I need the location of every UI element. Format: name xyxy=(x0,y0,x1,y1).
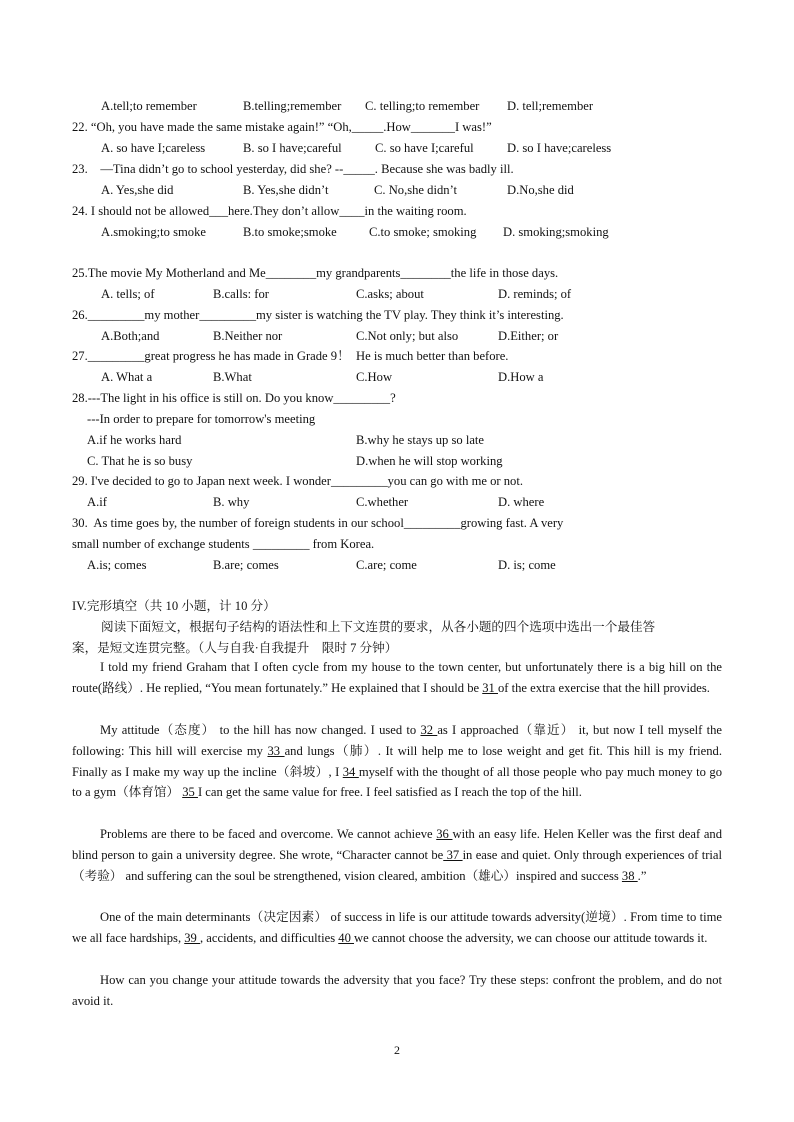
q29-stem: 29. I've decided to go to Japan next week. I wonder_________you can go with me or not. xyxy=(72,474,523,488)
passage-paragraph-1: I told my friend Graham that I often cycle from my house to the town center, but unfortunately there is a big hill on the route(路线）. He replied, “You mean fortunately.” He explained that I should be 31 of the extra exercise that the hill provides. xyxy=(72,660,722,695)
q30-option-a: A.is; comes xyxy=(87,558,147,572)
blank-32[interactable]: 32 xyxy=(420,723,438,737)
section-instructions-line2: 案，是短文连贯完整。（人与自我·自我提升 限时 7 分钟） xyxy=(72,641,398,655)
q25-stem: 25.The movie My Motherland and Me________my grandparents________the life in those days. xyxy=(72,266,559,280)
q23-option-a: A. Yes,she did xyxy=(101,183,174,197)
passage-paragraph-4: One of the main determinants（决定因素） of success in life is our attitude towards adversity(逆境）. From time to time we all face hardships, 39 , accidents, and difficulties 40 we cannot choose the adversity, we can choose our attitude towards it. xyxy=(72,910,722,945)
q21-option-d: D. tell;remember xyxy=(507,99,594,113)
q28-option-a: A.if he works hard xyxy=(87,433,182,447)
section-heading: IV.完形填空（共 10 小题，计 10 分） xyxy=(72,599,276,613)
q25-option-d: D. reminds; of xyxy=(498,287,572,301)
q28-option-d: D.when he will stop working xyxy=(356,454,503,468)
q22-option-d: D. so I have;careless xyxy=(507,141,612,155)
q26-stem: 26._________my mother_________my sister is watching the TV play. They think it’s interesting. xyxy=(72,308,564,322)
q23-stem: 23. —Tina didn’t go to school yesterday, did she? --_____. Because she was badly ill. xyxy=(72,162,514,176)
q23-option-c: C. No,she didn’t xyxy=(374,183,458,197)
blank-36[interactable]: 36 xyxy=(436,827,453,841)
q26-option-a: A.Both;and xyxy=(101,329,160,343)
q21-option-b: B.telling;remember xyxy=(243,99,342,113)
q28-stem: 28.---The light in his office is still on. Do you know_________? xyxy=(72,391,396,405)
blank-38[interactable]: 38 xyxy=(621,868,638,883)
blank-35[interactable]: 35 xyxy=(182,785,198,800)
q22-option-a: A. so have I;careless xyxy=(101,141,206,155)
q28-option-b: B.why he stays up so late xyxy=(356,433,485,447)
q24-option-d: D. smoking;smoking xyxy=(503,225,609,239)
q27-option-c: C.How xyxy=(356,370,393,384)
blank-40[interactable]: 40 xyxy=(338,930,355,945)
blank-37[interactable]: 37 xyxy=(443,847,463,862)
q21-option-c: C. telling;to remember xyxy=(365,99,480,113)
q24-option-a: A.smoking;to smoke xyxy=(101,225,206,239)
q30-option-d: D. is; come xyxy=(498,558,556,572)
q28-option-c: C. That he is so busy xyxy=(87,454,193,468)
q29-option-d: D. where xyxy=(498,495,545,509)
q23-option-b: B. Yes,she didn’t xyxy=(243,183,329,197)
blank-31[interactable]: 31 xyxy=(482,680,498,695)
q27-stem: 27._________great progress he has made in Grade 9！ He is much better than before. xyxy=(72,349,509,363)
q22-option-b: B. so I have;careful xyxy=(243,141,342,155)
q27-option-b: B.What xyxy=(213,370,252,384)
section-instructions-line1: 阅读下面短文，根据句子结构的语法性和上下文连贯的要求，从各小题的四个选项中选出一个最佳答 xyxy=(101,620,656,634)
q22-option-c: C. so have I;careful xyxy=(375,141,474,155)
q30-option-c: C.are; come xyxy=(356,558,417,572)
q22-stem: 22. “Oh, you have made the same mistake again!” “Oh,_____.How_______I was!” xyxy=(72,120,492,134)
q26-option-b: B.Neither nor xyxy=(213,329,283,343)
q26-option-c: C.Not only; but also xyxy=(356,329,459,343)
blank-33[interactable]: 33 xyxy=(267,743,285,758)
q25-option-a: A. tells; of xyxy=(101,287,155,301)
q24-option-c: C.to smoke; smoking xyxy=(369,225,477,239)
q29-option-b: B. why xyxy=(213,495,250,509)
q28-reply: ---In order to prepare for tomorrow's meeting xyxy=(87,412,316,426)
passage-paragraph-3: Problems are there to be faced and overcome. We cannot achieve 36 with an easy life. Helen Keller was the first deaf and blind person to gain a university degree. She wrote, “Character cannot be 37 in ease and quiet. Only through experiences of trial（考验） and suffering can the soul be strengthened, vision cleared, ambition（雄心）inspired and success 38 .” xyxy=(72,827,722,883)
q24-option-b: B.to smoke;smoke xyxy=(243,225,337,239)
q29-option-c: C.whether xyxy=(356,495,409,509)
q21-option-a: A.tell;to remember xyxy=(101,99,197,113)
q29-option-a: A.if xyxy=(87,495,107,509)
blank-34[interactable]: 34 xyxy=(342,764,359,779)
q25-option-b: B.calls: for xyxy=(213,287,269,301)
q23-option-d: D.No,she did xyxy=(507,183,574,197)
passage-paragraph-2: My attitude（态度） to the hill has now changed. I used to 32 as I approached（靠近） it, but now I tell myself the following: This hill will exercise my 33 and lungs（肺）. It will help me to lose weight and get fit. This hill is my friend. Finally as I make my way up the incline（斜坡）, I 34 myself with the thought of all those people who pay much money to go to a gym（体育馆） 35 I can get the same value for free. I feel satisfied as I reach the top of the hill. xyxy=(72,723,722,800)
q30-stem-line1: 30. As time goes by, the number of foreign students in our school_________growing fast. A very xyxy=(72,516,564,530)
q30-option-b: B.are; comes xyxy=(213,558,279,572)
q27-option-d: D.How a xyxy=(498,370,544,384)
passage-paragraph-5: How can you change your attitude towards the adversity that you face? Try these steps: confront the problem, and do not avoid it. xyxy=(72,973,722,1008)
q27-option-a: A. What a xyxy=(101,370,153,384)
q25-option-c: C.asks; about xyxy=(356,287,424,301)
q26-option-d: D.Either; or xyxy=(498,329,559,343)
q30-stem-line2: small number of exchange students _________ from Korea. xyxy=(72,537,375,551)
blank-39[interactable]: 39 xyxy=(184,930,200,945)
q24-stem: 24. I should not be allowed___here.They don’t allow____in the waiting room. xyxy=(72,204,467,218)
page-number: 2 xyxy=(394,1043,400,1057)
